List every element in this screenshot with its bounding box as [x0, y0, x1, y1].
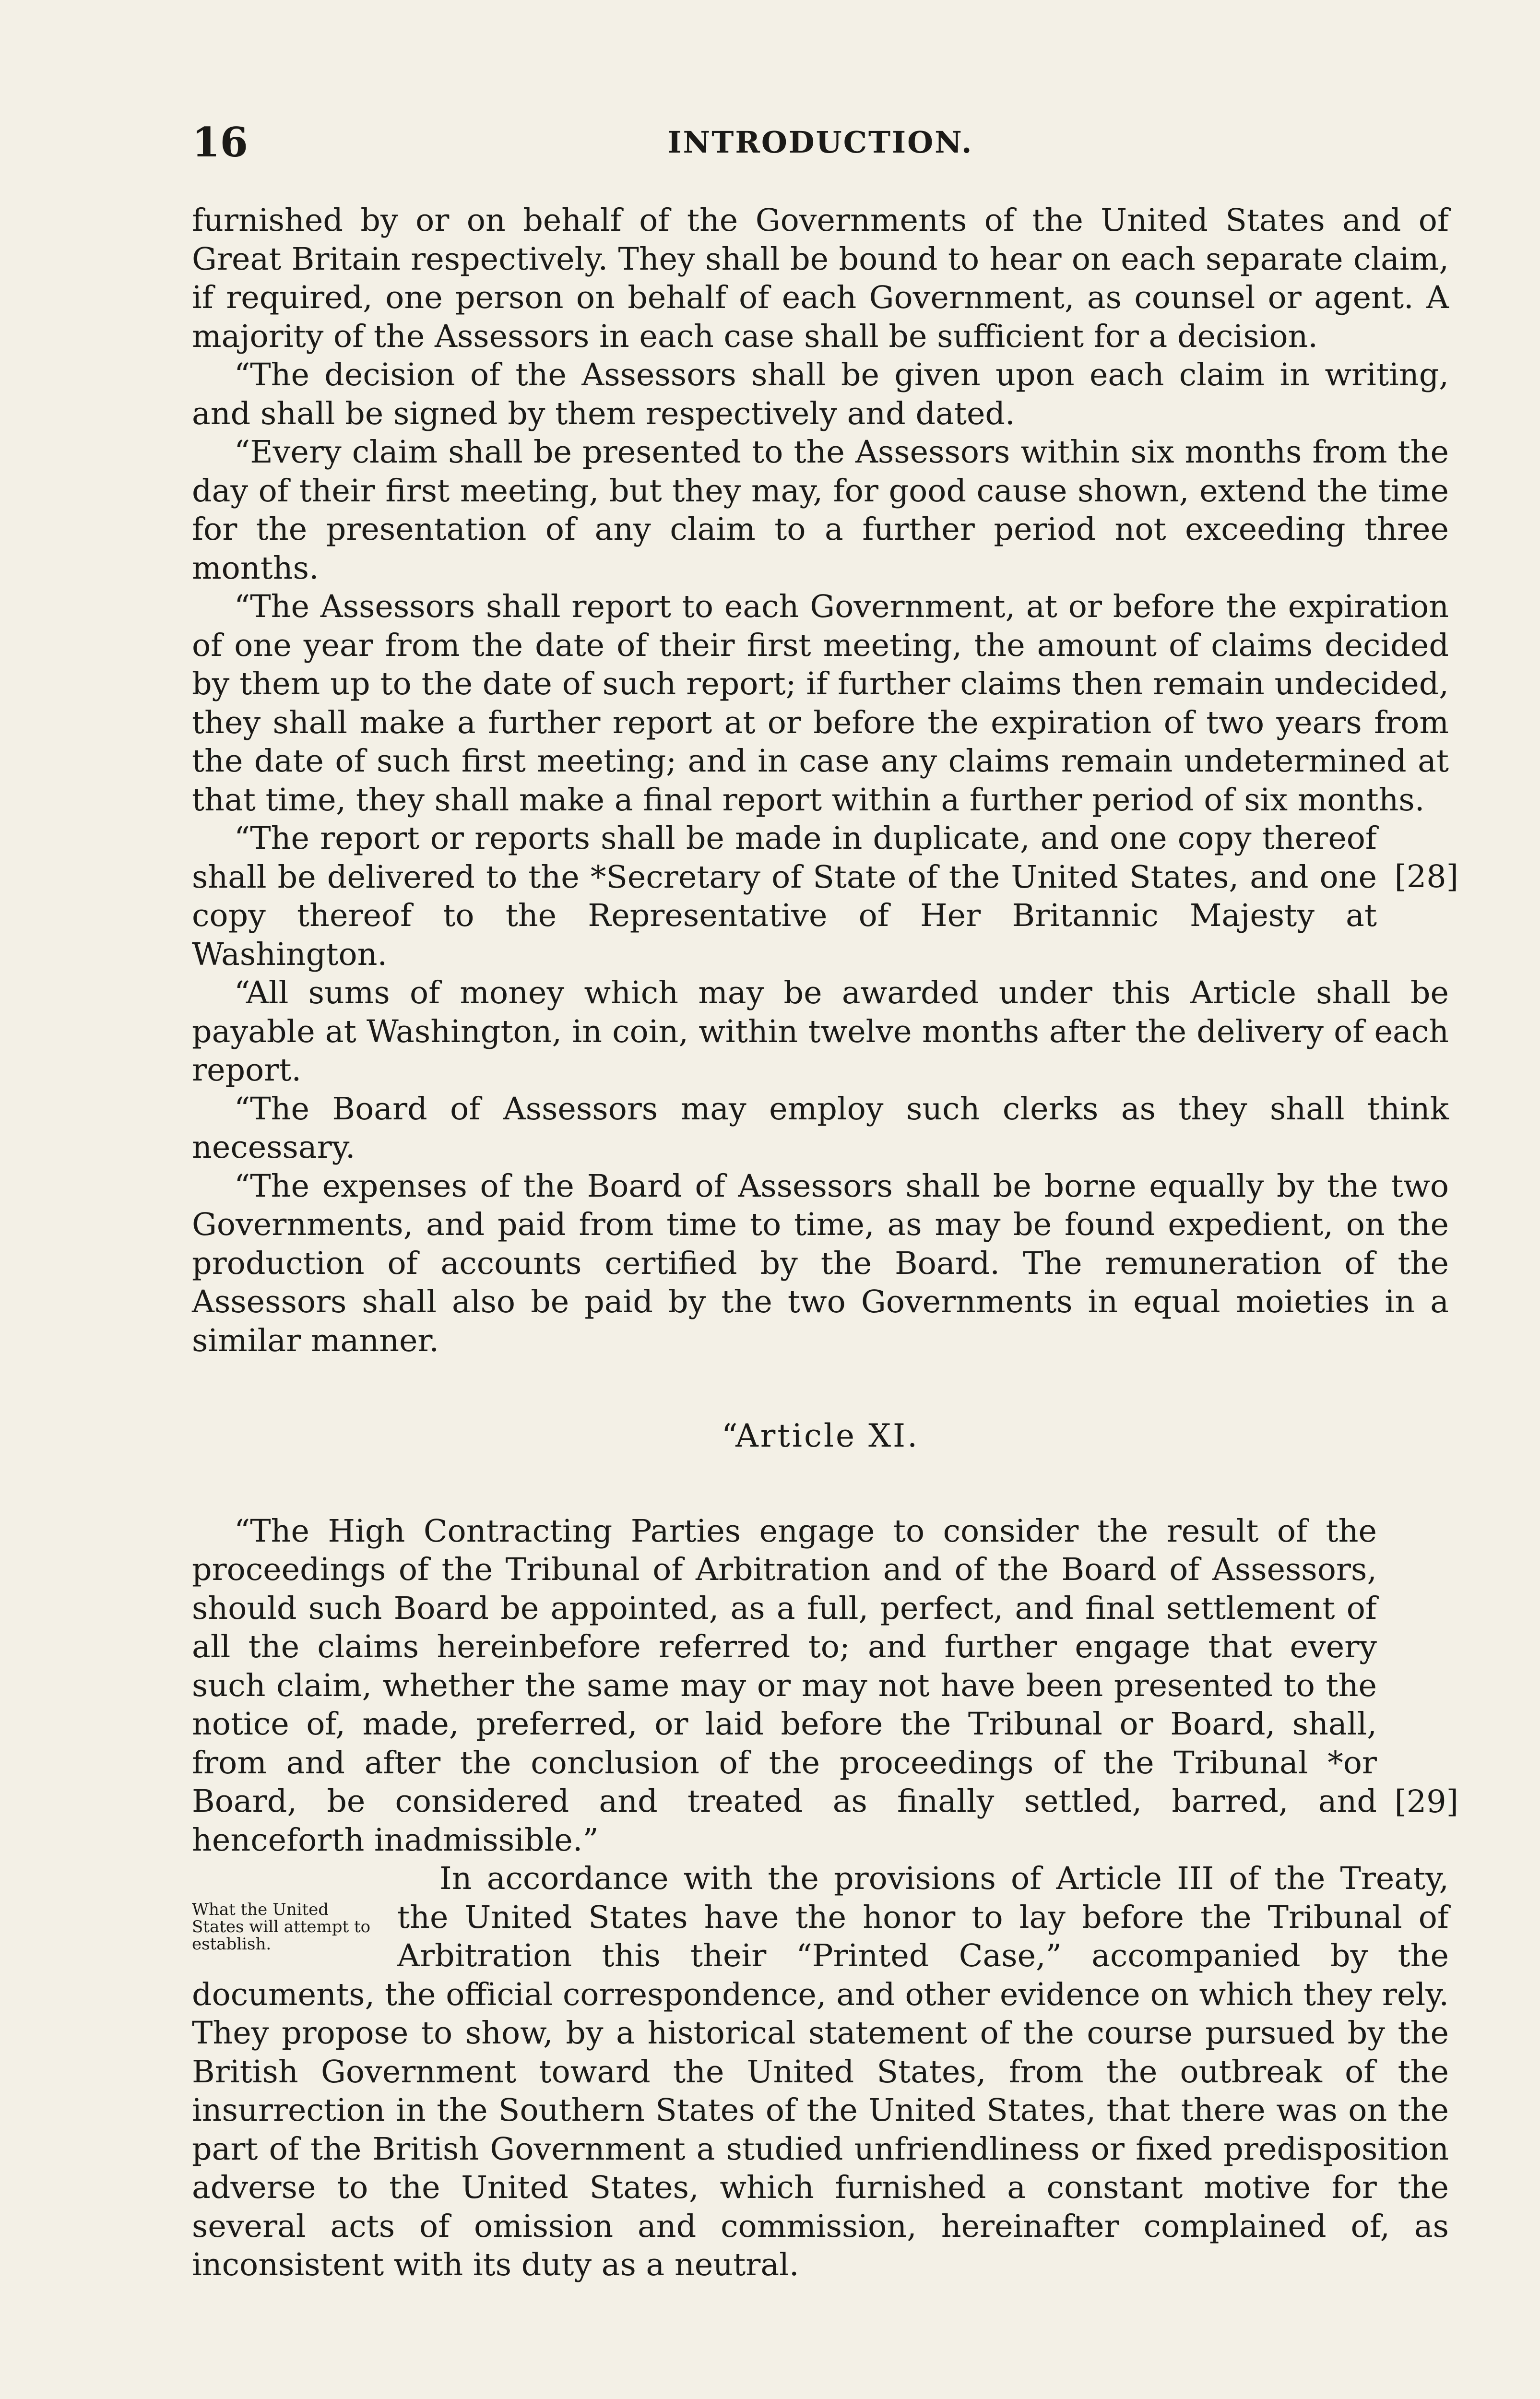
paragraph-assessors-report: “The Assessors shall report to each Government, at or before the expiration of one year from the date of their first meeting, the amount of claims decided by them up to the date of such report; if further claims then remain undecided, they shall make a further report at or before the expiration of two years from the date of such first meeting; and in case any claims remain undetermined at that time, they shall make a final report within a further period of six months. — [192, 589, 1449, 818]
page-body — [192, 202, 1458, 2285]
page-header — [192, 116, 1449, 169]
paragraph-duplicate: “The report or reports shall be made in duplicate, and one copy thereof shall be delivered to the *Secretary of State of the United States, and one copy thereof to the Representative of Her Britannic Majesty at Washington. — [192, 820, 1377, 973]
paragraph-decision: “The decision of the Assessors shall be given upon each claim in writing, and shall be signed by them respectively and dated. — [192, 357, 1449, 432]
article-xi-block — [192, 1512, 1458, 1860]
article-heading: “Article XI. — [721, 1417, 920, 1454]
closing-paragraph — [192, 1860, 1449, 2285]
marginal-sidenote: What the United States will attempt to establish. — [192, 1900, 371, 1954]
paragraph-sums-payable: “All sums of money which may be awarded under this Article shall be payable at Washington, in coin, within twelve months after the delivery of each report. — [192, 975, 1449, 1088]
margin-reference-29: [29] — [1394, 1783, 1458, 1820]
closing-text: In accordance with the provisions of Article III of the Treaty, the United States have the honor to lay before the Tribunal of Arbitration this their “Printed Case,” accompanied by the documents, the official correspondence, and other evidence on which they rely. They propose to show, by a historical statement of the course pursued by the British Government toward the United States, from the outbreak of the insurrection in the Southern States of the United States, that there was on the part of the British Government a studied unfriendliness or fixed predisposition adverse to the United States, which furnished a constant motive for the several acts of omission and commission, hereinafter complained of, as inconsistent with its duty as a neutral. — [192, 1861, 1449, 2283]
paragraph-continuation: furnished by or on behalf of the Governments of the United States and of Great Britain respectively. They shall be bound to hear on each separate claim, if required, one person on behalf of each Government, as counsel or agent. A majority of the Assessors in each case shall be sufficient for a decision. — [192, 202, 1449, 355]
closing-block — [192, 1860, 1449, 2285]
page-number: 16 — [192, 119, 248, 166]
running-head: INTRODUCTION. — [667, 125, 973, 160]
paragraph-clerks: “The Board of Assessors may employ such clerks as they shall think necessary. — [192, 1091, 1449, 1165]
paragraph-expenses: “The expenses of the Board of Assessors shall be borne equally by the two Governments, and paid from time to time, as may be found expedient, on the production of accounts certified by the Board. The remuneration of the Assessors shall also be paid by the two Governments in equal moieties in a similar manner. — [192, 1168, 1449, 1359]
paragraph-duplicate-block — [192, 819, 1458, 974]
margin-reference-28: [28] — [1394, 859, 1458, 895]
paragraph-claims-timing: “Every claim shall be presented to the Assessors within six months from the day of their first meeting, but they may, for good cause shown, extend the time for the presentation of any claim to a further period not exceeding three months. — [192, 434, 1449, 586]
article-xi-text: “The High Contracting Parties engage to consider the result of the proceedings of the Tribunal of Arbitration and of the Board of Assessors, should such Board be appointed, as a full, perfect, and final settlement of all the claims hereinbefore referred to; and further engage that every such claim, whether the same may or may not have been presented to the notice of, made, preferred, or laid before the Tribunal or Board, shall, from and after the conclusion of the proceedings of the Tribunal *or Board, be considered and treated as finally settled, barred, and henceforth inadmissible.” — [192, 1513, 1377, 1858]
